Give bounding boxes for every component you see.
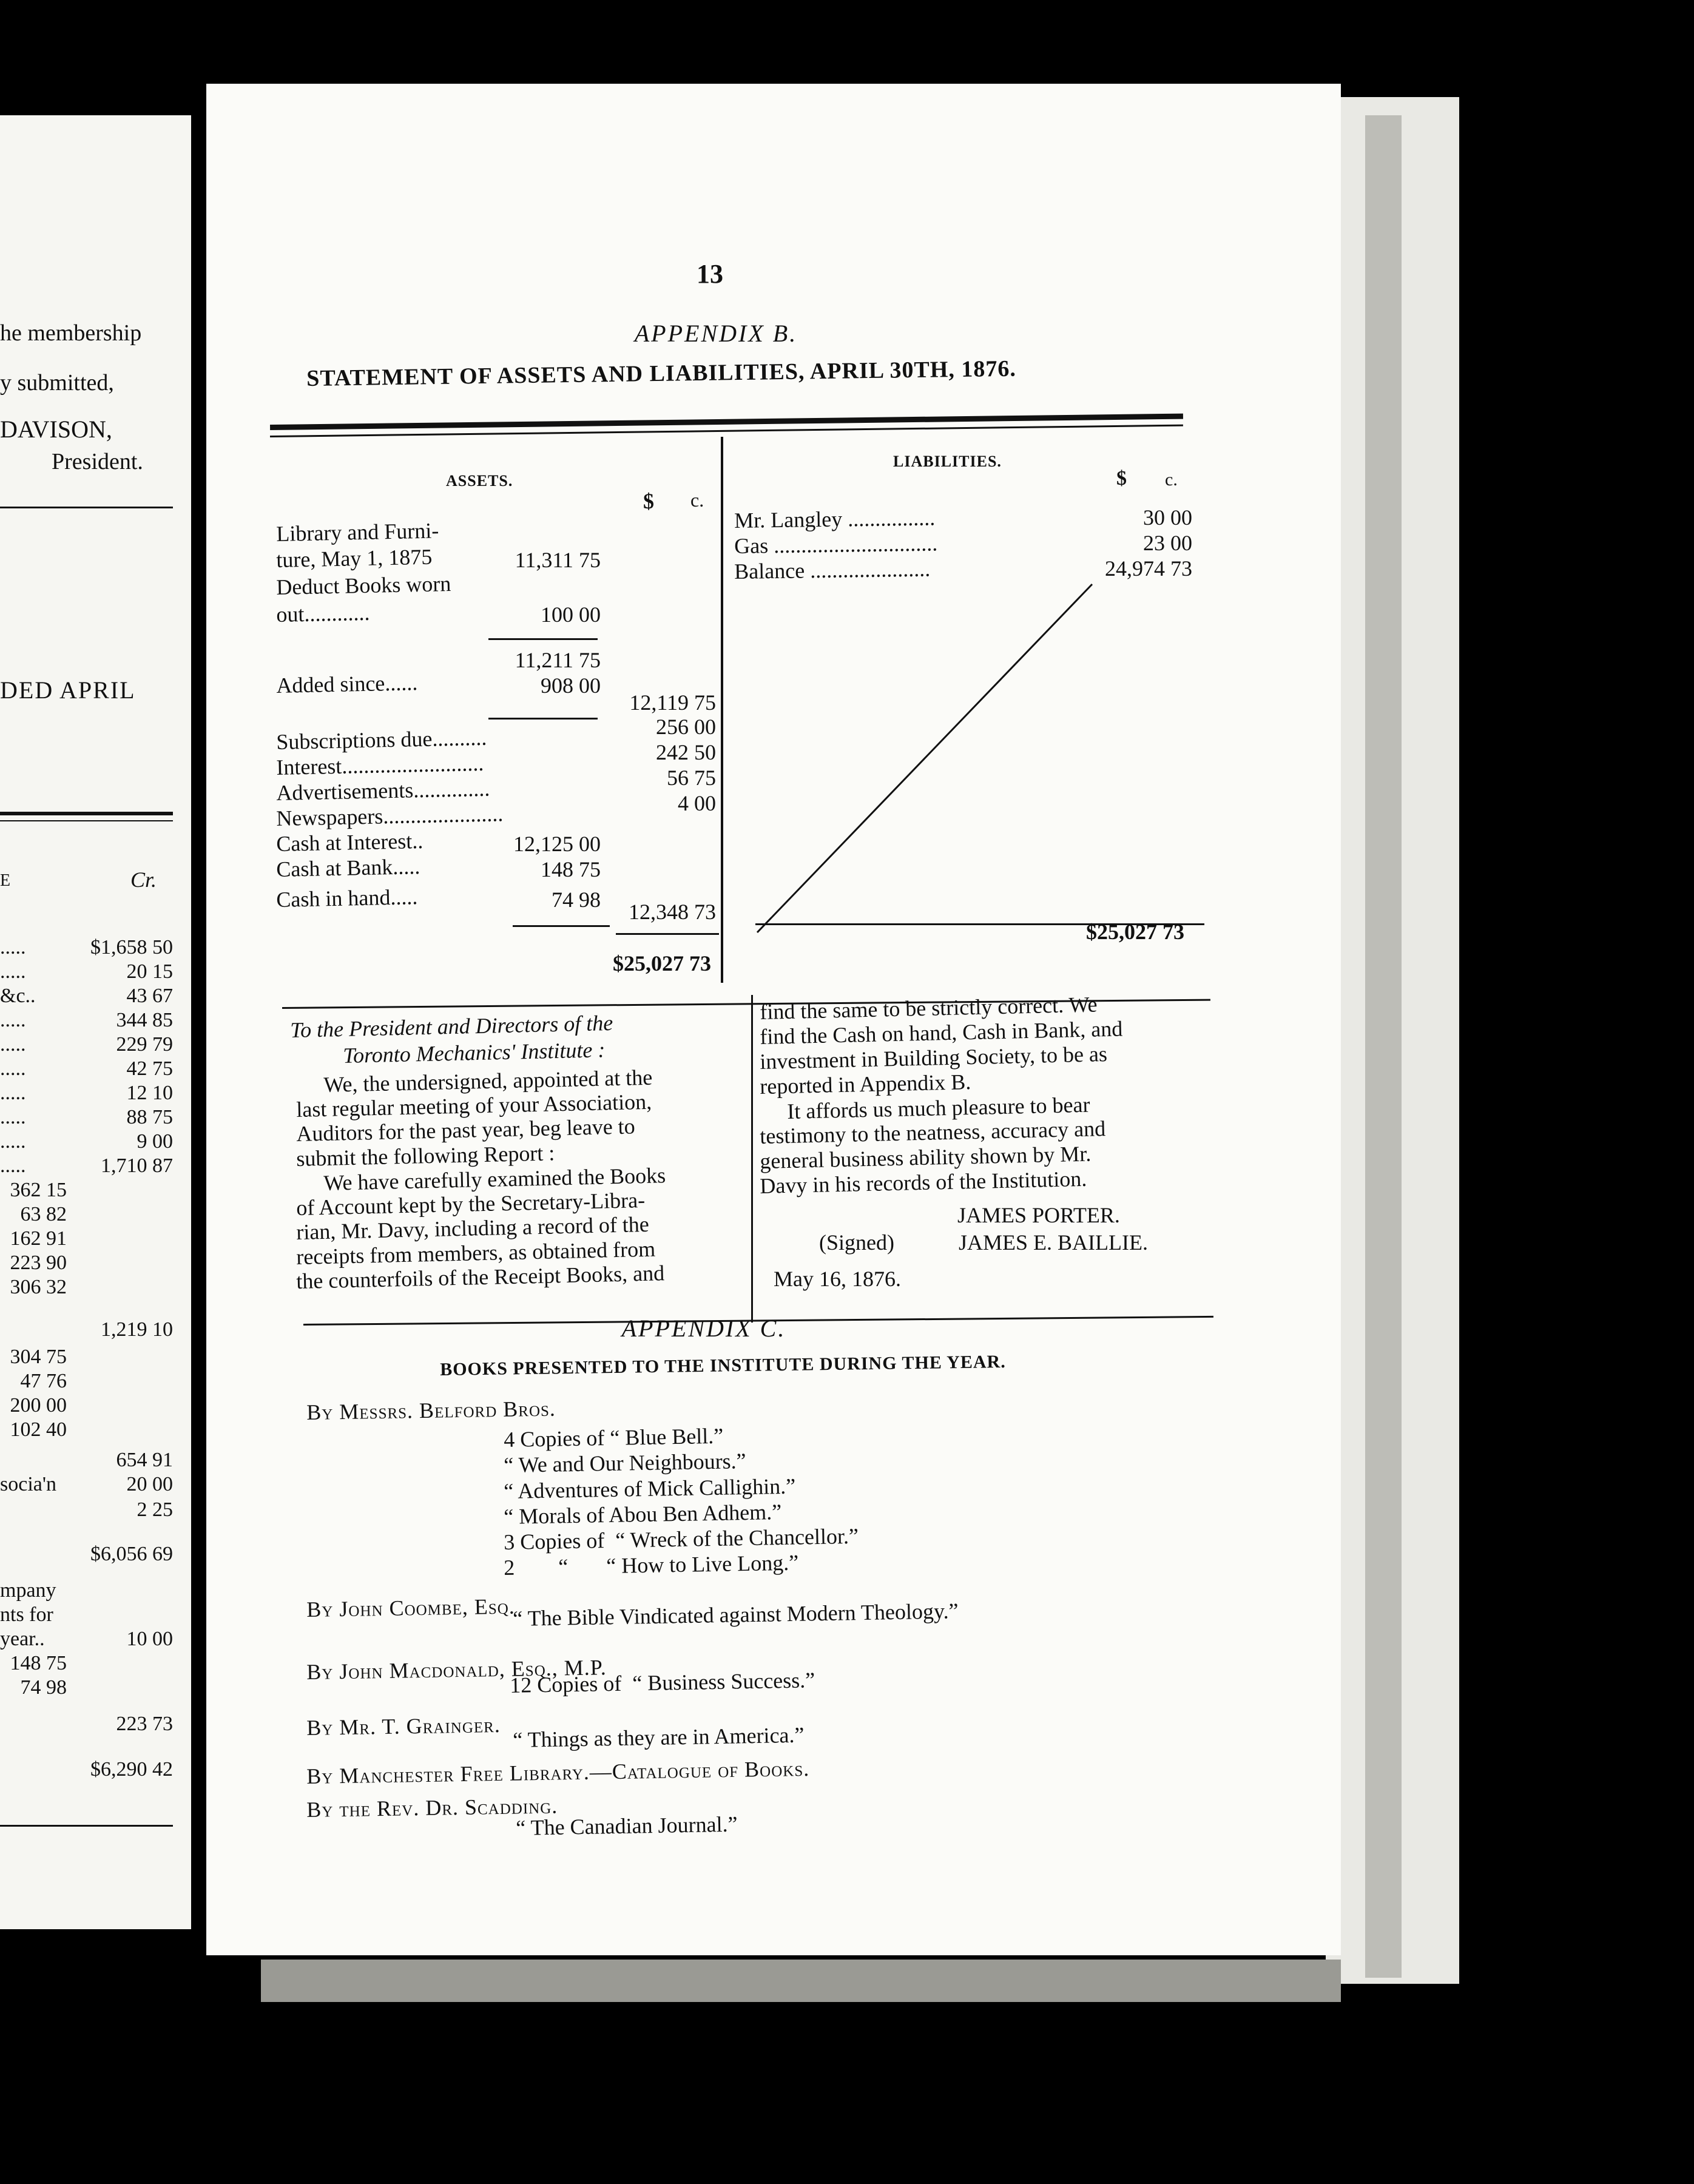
left-row-v1: 74 98 [20, 1676, 67, 1699]
auditors-right-line: Davy in his records of the Institution. [759, 1166, 1087, 1198]
left-row-label: ..... [0, 936, 26, 959]
asset-label: Newspapers...................... [275, 801, 504, 831]
liabilities-header: LIABILITIES. [893, 453, 1002, 470]
assets-dollar-header: $ [643, 489, 654, 513]
assets-cents-header: c. [690, 489, 704, 511]
appendix-c-title: APPENDIX C. [621, 1315, 786, 1342]
auditors-left-line: rian, Mr. Davy, including a record of the [295, 1212, 650, 1244]
auditors-right-line: general business ability shown by Mr. [759, 1141, 1092, 1173]
appendix-b-title: APPENDIX B. [634, 320, 798, 347]
book-donor: By John Coombe, Esq. [306, 1594, 516, 1622]
book-title: 3 Copies of “ Wreck of the Chancellor.” [503, 1523, 859, 1554]
assets-header: ASSETS. [446, 472, 513, 490]
asset-label: Cash at Interest.. [275, 828, 423, 856]
left-row-v2: 88 75 [126, 1106, 173, 1128]
book-title: 2 “ “ How to Live Long.” [503, 1550, 799, 1580]
asset-value-2: 256 00 [656, 715, 716, 739]
auditors-left-line: last regular meeting of your Association, [295, 1089, 652, 1122]
statement-divider [721, 437, 723, 983]
asset-total-rule [616, 933, 719, 935]
book-title: “ Things as they are in America.” [512, 1722, 805, 1752]
left-row-label: nts for [0, 1603, 53, 1626]
auditors-left-line: the counterfoils of the Receipt Books, and [295, 1261, 665, 1293]
left-rule-3 [0, 820, 173, 821]
left-row-label: &c.. [0, 985, 36, 1007]
book-title: “ Morals of Abou Ben Adhem.” [503, 1500, 782, 1529]
left-row-v2: 229 79 [116, 1033, 173, 1056]
left-line-1: he membership [0, 320, 142, 346]
liability-amount: 30 00 [1143, 505, 1192, 530]
left-rule-1 [0, 507, 173, 508]
left-row-v1: 306 32 [10, 1276, 67, 1298]
asset-label: Added since...... [275, 670, 418, 698]
asset-value-1: 12,125 00 [513, 832, 601, 856]
signer-1: JAMES PORTER. [957, 1203, 1120, 1227]
asset-subtotal-rule-1 [488, 638, 598, 640]
liabilities-cancel-line [752, 579, 1098, 937]
asset-cash-rule [513, 925, 610, 927]
liabilities-cents-header: c. [1165, 470, 1178, 490]
left-row-v2: 20 00 [126, 1473, 173, 1495]
left-row-label: ..... [0, 1009, 26, 1031]
auditors-right-line: It affords us much pleasure to bear [786, 1092, 1090, 1124]
appendix-c-heading: BOOKS PRESENTED TO THE INSTITUTE DURING THE YEAR. [439, 1351, 1006, 1380]
left-row-label: ..... [0, 1082, 26, 1104]
left-row-label: ..... [0, 960, 26, 983]
left-row-label: socia'n [0, 1473, 56, 1495]
book-title: 12 Copies of “ Business Success.” [509, 1668, 815, 1697]
left-row-v2: 9 00 [137, 1130, 173, 1153]
book-donor: By the Rev. Dr. Scadding. [306, 1793, 558, 1822]
left-line-3: DAVISON, [0, 416, 112, 443]
asset-value-2: 12,119 75 [629, 690, 716, 715]
left-line-5: DED APRIL [0, 676, 136, 704]
auditors-right-line: find the Cash on hand, Cash in Bank, and [759, 1016, 1123, 1049]
asset-value-1: 74 98 [552, 888, 601, 912]
liability-amount: 23 00 [1143, 531, 1192, 555]
asset-label: ture, May 1, 1875 [275, 544, 433, 572]
auditors-left-line: of Account kept by the Secretary-Libra- [295, 1187, 646, 1220]
page-number: 13 [697, 259, 723, 289]
asset-label: Subscriptions due.......... [275, 725, 487, 754]
left-line-4: President. [52, 449, 143, 474]
left-row-v2: 42 75 [126, 1057, 173, 1080]
asset-value-2: 12,348 73 [629, 900, 716, 924]
liability-label: Balance ...................... [734, 556, 931, 584]
book-title: “ We and Our Neighbours.” [503, 1449, 746, 1477]
liabilities-dollar-header: $ [1116, 467, 1127, 490]
left-row-label: ..... [0, 1057, 26, 1080]
auditors-left-line: We, the undersigned, appointed at the [323, 1065, 653, 1097]
book-title: “ The Bible Vindicated against Modern Theology.” [512, 1599, 959, 1631]
asset-value-2: 242 50 [656, 740, 716, 764]
left-row-v2: 10 00 [126, 1628, 173, 1650]
appendix-b-heading: STATEMENT OF ASSETS AND LIABILITIES, APRIL 30TH, 1876. [306, 356, 1017, 391]
left-row-v2: 20 15 [126, 960, 173, 983]
left-row-v1: 200 00 [10, 1394, 67, 1417]
liability-label: Gas .............................. [734, 531, 938, 558]
left-row-v2: 43 67 [126, 985, 173, 1007]
left-row-label: ..... [0, 1130, 26, 1153]
auditors-left-line: We have carefully examined the Books [323, 1163, 666, 1195]
left-row-label: ..... [0, 1033, 26, 1056]
left-row-v2: 654 91 [116, 1449, 173, 1471]
left-row-v1: 102 40 [10, 1418, 67, 1441]
auditors-right-line: investment in Building Society, to be as [759, 1042, 1108, 1074]
asset-value-1: 148 75 [541, 857, 601, 881]
assets-total: $25,027 73 [613, 951, 711, 976]
asset-value-1: 11,311 75 [515, 548, 601, 572]
book-title: “ Adventures of Mick Callighin.” [503, 1474, 796, 1503]
binding-strip [261, 1960, 1341, 2002]
auditors-right-line: find the same to be strictly correct. We [759, 992, 1098, 1024]
left-row-v2: $6,290 42 [90, 1758, 173, 1781]
asset-label: Deduct Books worn [275, 571, 451, 599]
book-edge-shade [1365, 115, 1402, 1978]
left-row-v2: 1,219 10 [101, 1318, 173, 1341]
asset-subtotal-rule-2 [488, 718, 598, 720]
book-donor: By John Macdonald, Esq., M.P. [306, 1655, 607, 1684]
auditors-address-1: To the President and Directors of the [289, 1010, 613, 1042]
asset-value-2: 56 75 [667, 766, 716, 790]
signed-label: (Signed) [819, 1230, 894, 1255]
left-row-v2: 1,710 87 [101, 1154, 173, 1177]
left-row-label: mpany [0, 1579, 56, 1602]
auditors-left-line: Auditors for the past year, beg leave to [295, 1114, 636, 1146]
left-row-v2: 12 10 [126, 1082, 173, 1104]
left-row-v1: 362 15 [10, 1179, 67, 1201]
left-row-label: ..... [0, 1106, 26, 1128]
liabilities-total: $25,027 73 [1086, 920, 1184, 944]
left-row-v1: 47 76 [20, 1370, 67, 1392]
book-title: “ The Canadian Journal.” [515, 1812, 738, 1840]
left-col-header: E [0, 871, 11, 890]
left-line-2: y submitted, [0, 370, 114, 396]
left-row-v2: $6,056 69 [90, 1543, 173, 1565]
auditors-date: May 16, 1876. [774, 1267, 901, 1291]
left-row-v1: 63 82 [20, 1203, 67, 1225]
left-rule-2 [0, 812, 173, 815]
book-donor: By Mr. T. Grainger. [306, 1712, 501, 1740]
left-cr-header: Cr. [130, 868, 157, 892]
left-row-v2: 344 85 [116, 1009, 173, 1031]
auditors-right-line: testimony to the neatness, accuracy and [759, 1116, 1106, 1148]
left-row-v2: $1,658 50 [90, 936, 173, 959]
asset-label: Advertisements.............. [275, 776, 490, 805]
auditors-right-line: reported in Appendix B. [759, 1070, 971, 1099]
liability-amount: 24,974 73 [1105, 556, 1192, 581]
left-row-v1: 304 75 [10, 1346, 67, 1368]
left-row-v1: 223 90 [10, 1252, 67, 1274]
auditors-left-line: submit the following Report : [295, 1140, 555, 1171]
book-donor: By Manchester Free Library.—Catalogue of Books. [306, 1756, 810, 1788]
asset-value-2: 4 00 [678, 791, 716, 815]
left-row-label: ..... [0, 1154, 26, 1177]
signer-2: JAMES E. BAILLIE. [959, 1230, 1148, 1255]
asset-label: Interest.......................... [275, 750, 484, 780]
auditors-address-2: Toronto Mechanics' Institute : [342, 1037, 606, 1068]
asset-label: Cash at Bank..... [275, 854, 420, 881]
auditors-divider [751, 995, 753, 1323]
asset-label: Library and Furni- [275, 518, 439, 546]
book-title: 4 Copies of “ Blue Bell.” [503, 1423, 724, 1452]
asset-value-1: 908 00 [541, 673, 601, 698]
left-row-v2: 2 25 [137, 1498, 173, 1521]
asset-label: out............ [275, 600, 370, 627]
left-row-v2: 223 73 [116, 1713, 173, 1735]
left-row-v1: 162 91 [10, 1227, 67, 1250]
book-donor: By Messrs. Belford Bros. [306, 1396, 556, 1424]
liability-label: Mr. Langley ................ [734, 505, 936, 533]
asset-label: Cash in hand..... [275, 885, 418, 912]
left-row-label: year.. [0, 1628, 45, 1650]
left-row-v1: 148 75 [10, 1652, 67, 1674]
auditors-left-line: receipts from members, as obtained from [295, 1236, 656, 1269]
asset-value-1: 100 00 [541, 602, 601, 627]
left-bottom-rule [0, 1825, 173, 1827]
asset-value-1: 11,211 75 [515, 648, 601, 672]
